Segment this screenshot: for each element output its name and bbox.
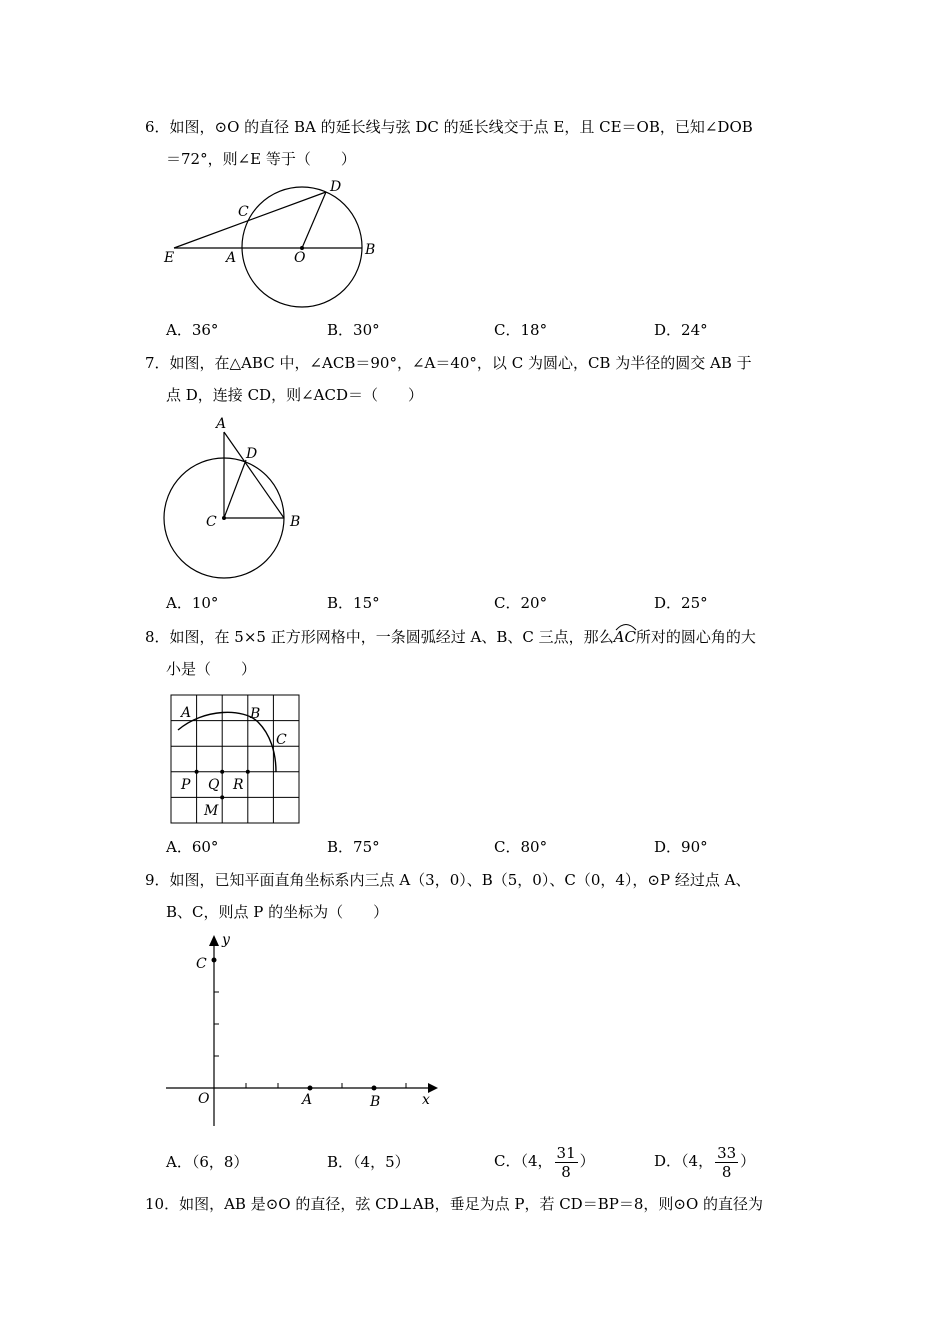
q8-stem-pre: 8．如图，在 5×5 正方形网格中，一条圆弧经过 A、B、C 三点，那么 — [145, 628, 614, 646]
q6-line-ed — [174, 192, 326, 248]
q9-option-c-num: 31 — [556, 1143, 576, 1162]
q7-label-c: C — [206, 514, 217, 530]
q8-point-p — [195, 770, 199, 774]
q9-option-d-den: 8 — [721, 1162, 732, 1181]
q6-label-c: C — [238, 204, 249, 220]
q7-figure — [160, 412, 320, 587]
q9-stem-line2: B、C，则点 P 的坐标为（ ） — [166, 903, 389, 921]
q8-arc-ac — [614, 627, 636, 647]
q9-option-d-pre: D．（4， — [654, 1152, 714, 1170]
q8-option-b: B．75° — [327, 838, 380, 856]
q6-option-a: A．36° — [166, 321, 219, 339]
q6-figure — [160, 172, 390, 312]
q10-stem-line1: 10．如图，AB 是⊙O 的直径，弦 CD⊥AB，垂足为点 P，若 CD＝BP＝8，则⊙O 的直径为 — [145, 1195, 764, 1213]
q8-label-a: A — [181, 705, 192, 721]
q8-point-r — [246, 770, 250, 774]
q9-label-c: C — [196, 956, 207, 972]
q8-figure — [166, 690, 306, 830]
q6-label-o: O — [294, 250, 306, 266]
q9-option-c-post: ） — [579, 1152, 595, 1170]
q8-label-r: R — [233, 777, 244, 793]
q7-stem-line2: 点 D，连接 CD，则∠ACD＝（ ） — [166, 386, 423, 404]
q8-label-p: P — [181, 777, 191, 793]
q8-label-m: M — [204, 803, 219, 819]
q9-point-a — [308, 1086, 313, 1091]
q9-option-d-post: ） — [740, 1152, 756, 1170]
q7-label-a: A — [216, 416, 227, 432]
q6-line-od — [302, 192, 326, 248]
q8-arc — [178, 712, 276, 772]
q9-option-c-pre: C．（4， — [494, 1152, 553, 1170]
q8-stem-line2: 小是（ ） — [166, 660, 257, 678]
q9-point-c — [212, 958, 217, 963]
q8-label-c: C — [276, 732, 287, 748]
q6-label-b: B — [365, 242, 376, 258]
q9-stem-line1: 9．如图，已知平面直角坐标系内三点 A（3，0）、B（5，0）、C（0，4），⊙P 经过点 A、 — [145, 871, 751, 889]
q7-label-b: B — [290, 514, 301, 530]
q9-label-a: A — [302, 1092, 313, 1108]
q8-arc-label: AC — [613, 628, 636, 646]
q7-line-ab — [224, 432, 284, 518]
q9-label-o: O — [198, 1091, 210, 1107]
q8-label-q: Q — [208, 777, 220, 793]
q9-option-c-den: 8 — [561, 1162, 571, 1181]
q8-option-d: D．90° — [654, 838, 708, 856]
q9-option-c-fraction — [555, 1144, 578, 1181]
q9-ticks — [214, 992, 406, 1088]
q9-y-arrow-icon — [209, 935, 219, 946]
q8-label-b: B — [250, 706, 261, 722]
q6-stem-line1: 6．如图，⊙O 的直径 BA 的延长线与弦 DC 的延长线交于点 E，且 CE＝OB，已知∠DOB — [145, 118, 753, 136]
q7-option-b: B．15° — [327, 594, 380, 612]
q7-option-a: A．10° — [166, 594, 219, 612]
q9-label-x: x — [422, 1092, 430, 1108]
q7-center-dot — [222, 516, 226, 520]
q6-label-d: D — [330, 179, 342, 195]
q9-option-c — [494, 1139, 595, 1183]
q9-label-y: y — [222, 932, 230, 948]
q8-point-q — [220, 770, 224, 774]
q8-stem-post: 所对的圆心角的大 — [635, 628, 756, 646]
q9-point-b — [372, 1086, 377, 1091]
q7-option-c: C．20° — [494, 594, 548, 612]
q6-label-a: A — [226, 250, 237, 266]
q7-option-d: D．25° — [654, 594, 708, 612]
q6-option-c: C．18° — [494, 321, 548, 339]
q9-figure — [160, 930, 440, 1130]
q8-option-c: C．80° — [494, 838, 548, 856]
q8-stem-line1 — [145, 627, 756, 647]
q8-point-m — [220, 795, 224, 799]
q6-option-b: B．30° — [327, 321, 380, 339]
q9-option-d-fraction — [715, 1144, 738, 1181]
q7-label-d: D — [246, 446, 258, 462]
q9-option-b: B．（4，5） — [327, 1153, 410, 1171]
q6-label-e: E — [164, 250, 175, 266]
q7-line-cd — [224, 460, 246, 518]
q9-label-b: B — [370, 1094, 381, 1110]
arc-symbol-icon — [614, 621, 638, 631]
q6-stem-line2: ＝72°，则∠E 等于（ ） — [166, 150, 356, 168]
q6-option-d: D．24° — [654, 321, 708, 339]
q9-option-d-num: 33 — [717, 1143, 737, 1162]
q8-option-a: A．60° — [166, 838, 219, 856]
q9-option-d — [654, 1139, 755, 1183]
q9-option-a: A．（6，8） — [166, 1153, 249, 1171]
q7-stem-line1: 7．如图，在△ABC 中，∠ACB＝90°，∠A＝40°，以 C 为圆心，CB 为半径的圆交 AB 于 — [145, 354, 752, 372]
